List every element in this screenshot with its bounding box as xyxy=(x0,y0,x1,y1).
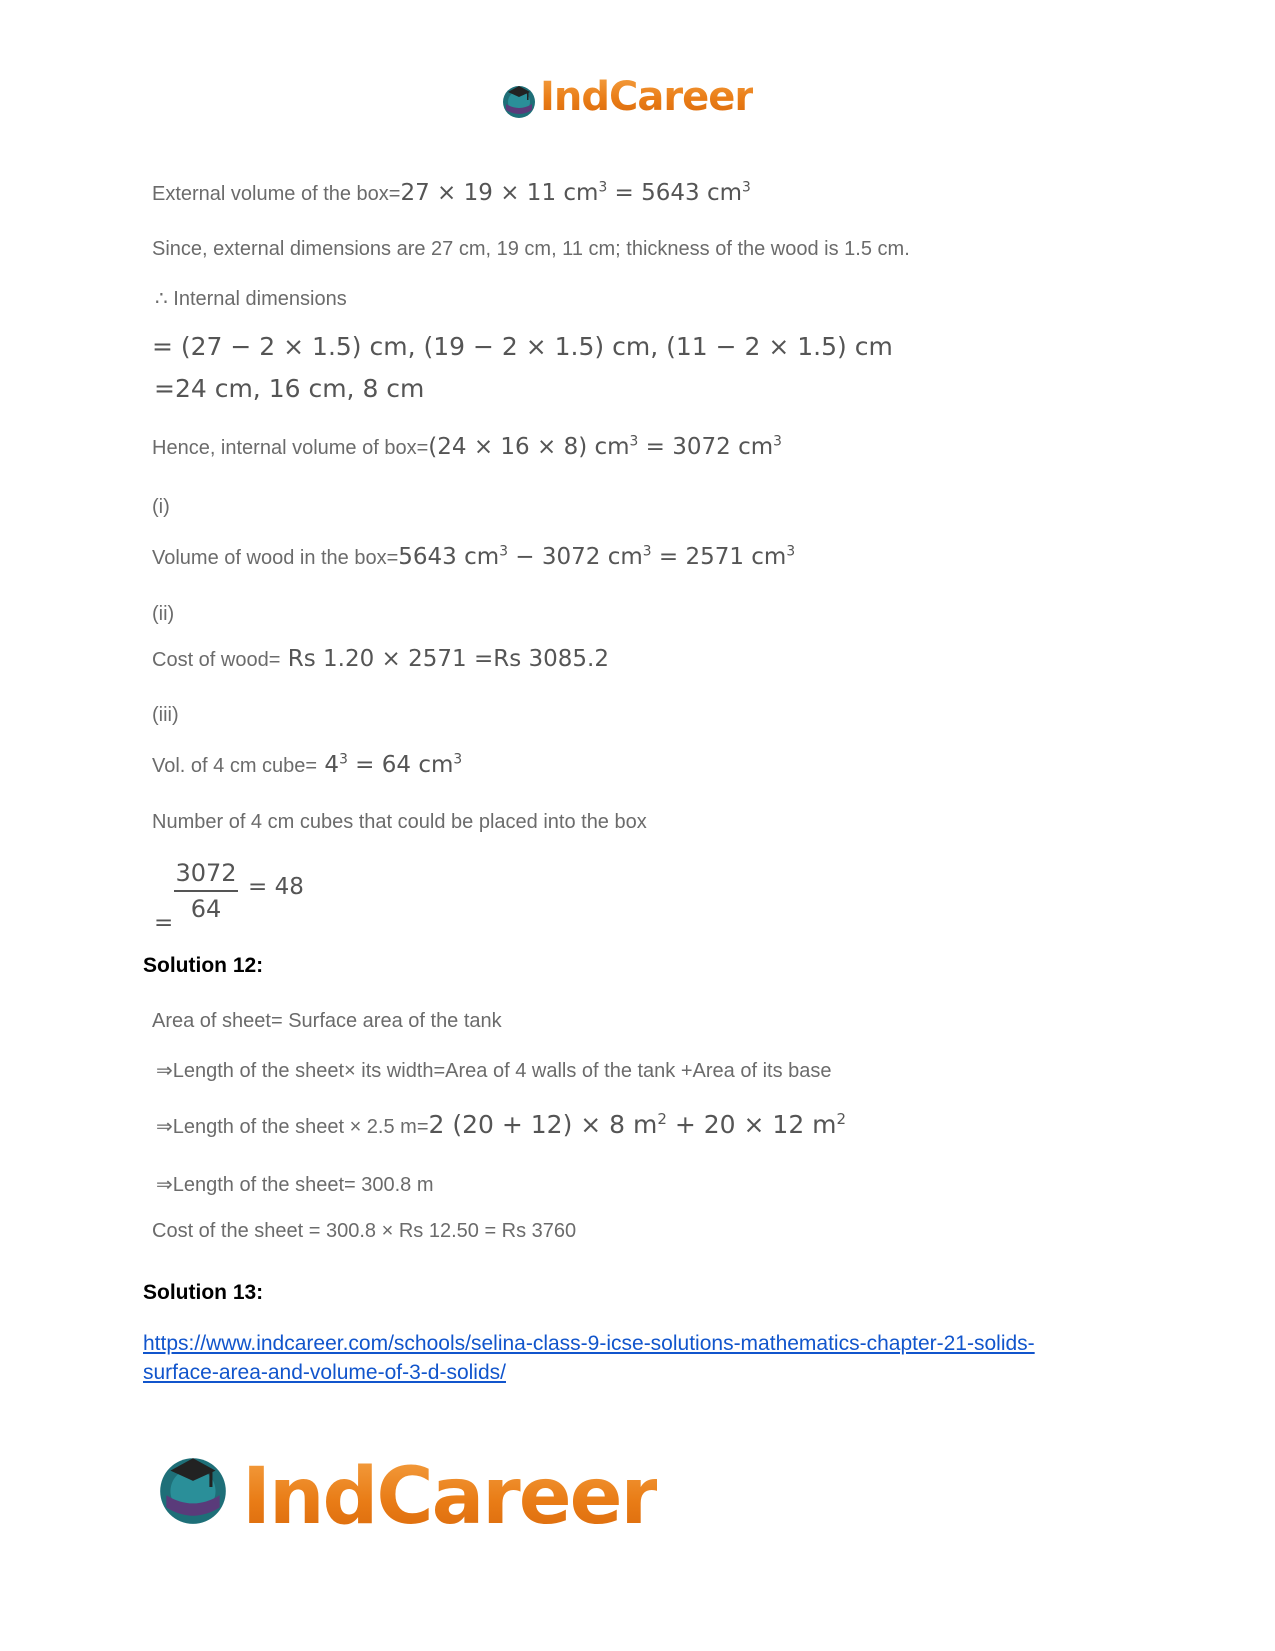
therefore-text: ∴ Internal dimensions xyxy=(155,288,347,310)
internal-volume-math: (24 × 16 × 8) $cm^3 = 3072$ $cm^3$ xyxy=(428,433,782,460)
wood-volume-label: Volume of wood in the box= xyxy=(152,547,399,569)
cube-volume-math: $4^3 = 64$ $cm^3$ xyxy=(317,751,463,778)
cost-of-wood-label: Cost of wood= xyxy=(152,649,281,671)
cube-volume-label: Vol. of 4 cm cube= xyxy=(152,755,318,777)
part-i-label: (i) xyxy=(152,496,170,518)
part-ii-label: (ii) xyxy=(152,603,175,625)
solution-link-line2[interactable]: surface-area-and-volume-of-3-d-solids/ xyxy=(143,1361,506,1384)
internal-dimensions-result: =24 cm, 16 cm, 8 cm xyxy=(154,374,425,403)
cost-of-wood-math: Rs 1.20 × 2571 =Rs 3085.2 xyxy=(280,646,609,672)
length-equation-math: 2 (20 + 12) × 8 $m^2 + 20 \times 12$ $m^2$ xyxy=(428,1110,847,1139)
internal-volume-label: Hence, internal volume of box= xyxy=(152,437,429,459)
logo-wordmark: IndCareer xyxy=(540,74,754,120)
fraction-denominator: 64 xyxy=(190,895,222,923)
solution-13-heading: Solution 13: xyxy=(143,1281,264,1304)
fraction-bar xyxy=(174,890,238,892)
logo-wordmark: IndCareer xyxy=(242,1452,657,1542)
graduation-globe-icon xyxy=(500,80,538,120)
external-volume-label: External volume of the box= xyxy=(152,183,401,205)
length-result-text: ⇒Length of the sheet= 300.8 m xyxy=(156,1174,434,1196)
wood-volume-math: 5643 $cm^3 - 3072$ $cm^3 = 2571$ $cm^3$ xyxy=(398,543,796,570)
indcareer-logo-top xyxy=(500,74,780,128)
length-width-text: ⇒Length of the sheet× its width=Area of 4 walls of the tank +Area of its base xyxy=(156,1060,832,1082)
graduation-globe-icon xyxy=(154,1446,232,1528)
number-of-cubes-text: Number of 4 cm cubes that could be placed into the box xyxy=(152,811,647,833)
length-equation-line xyxy=(156,1110,846,1139)
fraction xyxy=(172,858,240,924)
fraction-result: = 48 xyxy=(248,874,304,900)
fraction-equals: = xyxy=(154,910,174,936)
solution-12-heading: Solution 12: xyxy=(143,954,264,977)
part-iii-label: (iii) xyxy=(152,704,179,726)
cube-volume-line xyxy=(152,752,462,778)
area-of-sheet-text: Area of sheet= Surface area of the tank xyxy=(152,1010,502,1032)
internal-volume-line xyxy=(152,434,782,460)
since-text: Since, external dimensions are 27 cm, 19 cm, 11 cm; thickness of the wood is 1.5 cm. xyxy=(152,238,910,260)
wood-volume-line xyxy=(152,544,795,570)
cost-of-sheet-text: Cost of the sheet = 300.8 × Rs 12.50 = Rs 3760 xyxy=(152,1220,577,1242)
length-equation-label: ⇒Length of the sheet × 2.5 m= xyxy=(156,1116,429,1138)
external-volume-math: 27 × 19 × 11 $cm^3 = 5643$ $cm^3$ xyxy=(400,179,751,206)
indcareer-logo-bottom xyxy=(158,1452,698,1550)
solution-link-line1[interactable]: https://www.indcareer.com/schools/selina-class-9-icse-solutions-mathematics-chapter-21-solids- xyxy=(143,1332,1035,1355)
internal-dimensions-formula: = (27 − 2 × 1.5) cm, (19 − 2 × 1.5) cm, (11 − 2 × 1.5) cm xyxy=(152,332,893,361)
external-volume-line xyxy=(152,180,751,206)
cost-of-wood-line xyxy=(152,646,609,672)
fraction-numerator: 3072 xyxy=(175,859,237,887)
